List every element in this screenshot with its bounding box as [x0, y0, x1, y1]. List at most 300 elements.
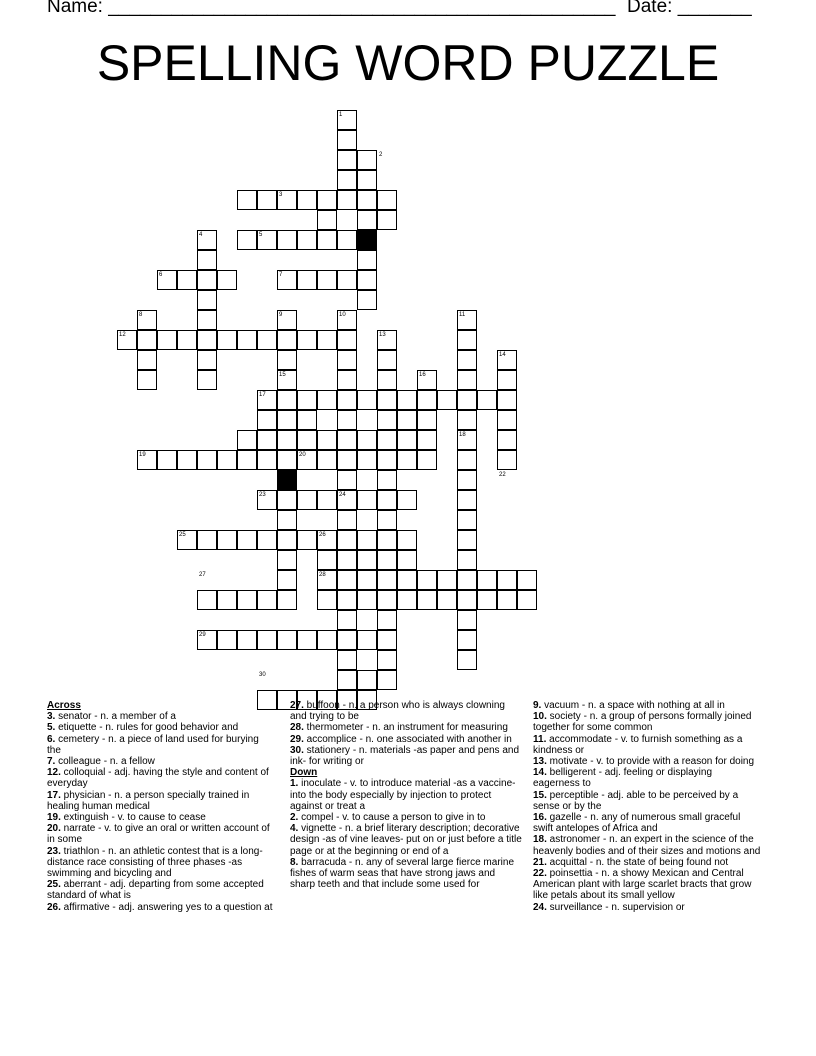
- grid-cell[interactable]: [357, 390, 377, 410]
- grid-cell[interactable]: [177, 450, 197, 470]
- grid-cell[interactable]: [317, 490, 337, 510]
- grid-cell[interactable]: [297, 270, 317, 290]
- grid-cell[interactable]: [357, 630, 377, 650]
- grid-cell[interactable]: [297, 190, 317, 210]
- grid-cell[interactable]: [337, 410, 357, 430]
- grid-cell[interactable]: [297, 530, 317, 550]
- clue-item-number: 7.: [47, 756, 56, 768]
- clue-item-number: 2.: [290, 812, 299, 824]
- grid-cell[interactable]: [237, 330, 257, 350]
- grid-cell[interactable]: [357, 150, 377, 170]
- clue-item-text: colloquial - adj. having the style and content of everyday: [47, 767, 269, 790]
- grid-cell[interactable]: [377, 450, 397, 470]
- clue-item-number: 22.: [533, 868, 547, 880]
- grid-cell[interactable]: [477, 590, 497, 610]
- clue-item-number: 13.: [533, 756, 547, 768]
- grid-block: [357, 230, 377, 250]
- grid-cell[interactable]: [237, 590, 257, 610]
- grid-cell[interactable]: [257, 530, 277, 550]
- clue-number: 22: [499, 472, 506, 478]
- grid-cell[interactable]: [337, 630, 357, 650]
- grid-cell[interactable]: [497, 390, 517, 410]
- grid-cell[interactable]: [277, 510, 297, 530]
- grid-cell[interactable]: [297, 490, 317, 510]
- clue-number: 24: [339, 492, 346, 498]
- grid-cell[interactable]: [197, 250, 217, 270]
- clue-number: 6: [159, 272, 163, 278]
- clue-item-number: 26.: [47, 901, 61, 913]
- grid-cell[interactable]: [257, 190, 277, 210]
- clue-item: [290, 745, 522, 767]
- clue-number: 16: [419, 372, 426, 378]
- grid-cell[interactable]: [217, 530, 237, 550]
- clue-item: [47, 902, 275, 913]
- clue-column-1: [47, 700, 275, 913]
- clue-item-number: 17.: [47, 789, 61, 801]
- clue-number: 2: [379, 152, 383, 158]
- grid-cell[interactable]: [477, 570, 497, 590]
- grid-cell[interactable]: [277, 450, 297, 470]
- grid-cell[interactable]: [337, 130, 357, 150]
- clue-item-text: accommodate - v. to furnish something as a kindness or: [533, 733, 743, 756]
- clue-number: 9: [279, 312, 283, 318]
- grid-cell[interactable]: [337, 470, 357, 490]
- grid-cell[interactable]: [457, 610, 477, 630]
- grid-cell[interactable]: [457, 550, 477, 570]
- clue-item-text: senator - n. a member of a: [55, 711, 176, 723]
- grid-cell[interactable]: [377, 570, 397, 590]
- grid-cell[interactable]: [337, 270, 357, 290]
- clue-number: 15: [279, 372, 286, 378]
- clue-item-number: 29.: [290, 733, 304, 745]
- clue-item: [533, 868, 761, 902]
- grid-cell[interactable]: [197, 310, 217, 330]
- clue-item-number: 12.: [47, 767, 61, 779]
- grid-cell[interactable]: [357, 170, 377, 190]
- grid-cell[interactable]: [377, 610, 397, 630]
- clue-item-number: 11.: [533, 733, 547, 745]
- clue-number: 26: [319, 532, 326, 538]
- grid-cell[interactable]: [217, 270, 237, 290]
- clue-item-number: 21.: [533, 856, 547, 868]
- clue-item-text: accomplice - n. one associated with another in: [303, 733, 512, 745]
- grid-cell[interactable]: [337, 610, 357, 630]
- grid-cell[interactable]: [197, 330, 217, 350]
- grid-cell[interactable]: [317, 270, 337, 290]
- grid-cell[interactable]: [417, 430, 437, 450]
- grid-cell[interactable]: [417, 410, 437, 430]
- grid-cell[interactable]: [337, 230, 357, 250]
- grid-cell[interactable]: [337, 350, 357, 370]
- grid-cell[interactable]: [257, 410, 277, 430]
- clue-item: [47, 767, 275, 789]
- grid-cell[interactable]: [317, 550, 337, 570]
- grid-cell[interactable]: [217, 630, 237, 650]
- clue-item: [47, 756, 275, 767]
- clue-number: 5: [259, 232, 263, 238]
- clue-item-number: 15.: [533, 789, 547, 801]
- clue-number: 3: [279, 192, 283, 198]
- clue-item: [533, 902, 761, 913]
- clue-number: 30: [259, 672, 266, 678]
- clue-number: 4: [199, 232, 203, 238]
- clue-item-number: 23.: [47, 845, 61, 857]
- clue-item-text: etiquette - n. rules for good behavior and: [55, 722, 239, 734]
- grid-cell[interactable]: [377, 430, 397, 450]
- grid-cell[interactable]: [497, 590, 517, 610]
- grid-cell[interactable]: [457, 530, 477, 550]
- clue-item-number: 14.: [533, 767, 547, 779]
- grid-cell[interactable]: [317, 210, 337, 230]
- clue-item: [290, 700, 522, 722]
- clue-item: [533, 700, 761, 711]
- grid-cell[interactable]: [457, 390, 477, 410]
- clue-item-number: 28.: [290, 722, 304, 734]
- clue-item: [533, 812, 761, 834]
- grid-cell[interactable]: [437, 570, 457, 590]
- grid-cell[interactable]: [277, 490, 297, 510]
- clue-column-2: [290, 700, 522, 890]
- grid-cell[interactable]: [317, 330, 337, 350]
- grid-cell[interactable]: [277, 410, 297, 430]
- clue-number: 11: [459, 312, 466, 318]
- clue-item-text: surveillance - n. supervision or: [546, 901, 685, 913]
- grid-cell[interactable]: [377, 550, 397, 570]
- grid-cell[interactable]: [317, 390, 337, 410]
- grid-cell[interactable]: [437, 590, 457, 610]
- grid-cell[interactable]: [497, 450, 517, 470]
- grid-cell[interactable]: [397, 590, 417, 610]
- grid-cell[interactable]: [377, 630, 397, 650]
- clue-number: 13: [379, 332, 386, 338]
- grid-cell[interactable]: [357, 190, 377, 210]
- clue-item-text: vignette - n. a brief literary description; decorative design -as of vine leaves- put on or just before a title page or at the beginning or end of a: [290, 823, 522, 857]
- grid-cell[interactable]: [237, 230, 257, 250]
- grid-cell[interactable]: [437, 390, 457, 410]
- clue-item: [47, 879, 275, 901]
- clue-item: [533, 734, 761, 756]
- clue-item: [47, 812, 275, 823]
- grid-cell[interactable]: [157, 450, 177, 470]
- grid-cell[interactable]: [357, 590, 377, 610]
- grid-cell[interactable]: [357, 490, 377, 510]
- grid-cell[interactable]: [217, 450, 237, 470]
- grid-cell[interactable]: [397, 450, 417, 470]
- grid-cell[interactable]: [197, 450, 217, 470]
- grid-cell[interactable]: [397, 530, 417, 550]
- grid-cell[interactable]: [197, 530, 217, 550]
- clue-item: [533, 834, 761, 856]
- grid-cell[interactable]: [337, 570, 357, 590]
- grid-cell[interactable]: [337, 150, 357, 170]
- grid-cell[interactable]: [137, 370, 157, 390]
- clue-item-number: 27.: [290, 700, 304, 711]
- clue-item-number: 24.: [533, 901, 547, 913]
- clue-item-text: astronomer - n. an expert in the science of the heavenly bodies and of their sizes and motions and: [533, 834, 761, 857]
- clue-number: 28: [319, 572, 326, 578]
- clue-item-text: buffoon - n. a person who is always clowning and trying to be: [290, 700, 505, 723]
- name-field-label: Name: ________________________________________________: [47, 0, 616, 17]
- grid-cell[interactable]: [337, 430, 357, 450]
- grid-cell[interactable]: [297, 430, 317, 450]
- clue-item: [47, 823, 275, 845]
- grid-cell[interactable]: [337, 190, 357, 210]
- clue-number: 10: [339, 312, 346, 318]
- grid-cell[interactable]: [277, 530, 297, 550]
- clue-item-text: stationery - n. materials -as paper and pens and ink- for writing or: [290, 744, 520, 768]
- clue-number: 8: [139, 312, 143, 318]
- grid-cell[interactable]: [417, 590, 437, 610]
- clue-item: [533, 790, 761, 812]
- grid-cell[interactable]: [237, 530, 257, 550]
- grid-cell[interactable]: [217, 330, 237, 350]
- grid-cell[interactable]: [337, 170, 357, 190]
- grid-cell[interactable]: [517, 570, 537, 590]
- clue-item: [533, 767, 761, 789]
- grid-cell[interactable]: [357, 550, 377, 570]
- grid-cell[interactable]: [517, 590, 537, 610]
- clue-item: [533, 857, 761, 868]
- grid-cell[interactable]: [357, 430, 377, 450]
- clue-item-number: 20.: [47, 823, 61, 835]
- grid-cell[interactable]: [237, 190, 257, 210]
- grid-cell[interactable]: [417, 570, 437, 590]
- clue-item: [533, 711, 761, 733]
- clue-item: [47, 790, 275, 812]
- clue-item-text: barracuda - n. any of several large fierce marine fishes of warm seas that have strong jaws and sharp teeth and that include some used for: [290, 856, 515, 891]
- grid-cell[interactable]: [457, 470, 477, 490]
- grid-cell[interactable]: [457, 630, 477, 650]
- grid-cell[interactable]: [317, 190, 337, 210]
- clue-item-number: 18.: [533, 834, 547, 846]
- clue-item-number: 16.: [533, 812, 547, 824]
- clue-item-text: thermometer - n. an instrument for measuring: [303, 722, 508, 734]
- grid-cell[interactable]: [337, 510, 357, 530]
- grid-cell[interactable]: [177, 270, 197, 290]
- clue-item-text: narrate - v. to give an oral or written account of in some: [47, 823, 270, 846]
- grid-cell[interactable]: [457, 450, 477, 470]
- grid-cell[interactable]: [297, 330, 317, 350]
- clue-item: [290, 722, 522, 733]
- grid-cell[interactable]: [317, 590, 337, 610]
- clue-item-text: perceptible - adj. able to be perceived by a sense or by the: [533, 789, 739, 812]
- clue-column-3: [533, 700, 761, 913]
- clue-item-number: 1.: [290, 778, 299, 790]
- grid-cell[interactable]: [377, 390, 397, 410]
- grid-cell[interactable]: [457, 350, 477, 370]
- grid-cell[interactable]: [277, 350, 297, 370]
- grid-cell[interactable]: [137, 330, 157, 350]
- grid-cell[interactable]: [497, 410, 517, 430]
- grid-cell[interactable]: [277, 230, 297, 250]
- date-field-label: Date: _______: [627, 0, 752, 17]
- grid-cell[interactable]: [377, 350, 397, 370]
- grid-cell[interactable]: [317, 450, 337, 470]
- clue-item-text: triathlon - n. an athletic contest that is a long-distance race consisting of three phases -as swimming and bicycling and: [47, 845, 263, 880]
- grid-cell[interactable]: [377, 210, 397, 230]
- clue-item-text: acquittal - n. the state of being found not: [546, 856, 729, 868]
- clue-item-text: affirmative - adj. answering yes to a question at: [60, 901, 273, 913]
- grid-cell[interactable]: [377, 510, 397, 530]
- grid-cell[interactable]: [497, 370, 517, 390]
- grid-cell[interactable]: [277, 630, 297, 650]
- grid-cell[interactable]: [297, 630, 317, 650]
- grid-cell[interactable]: [197, 590, 217, 610]
- clue-item-text: society - n. a group of persons formally joined together for some common: [533, 711, 752, 734]
- grid-cell[interactable]: [397, 430, 417, 450]
- grid-cell[interactable]: [277, 390, 297, 410]
- grid-cell[interactable]: [417, 450, 437, 470]
- grid-cell[interactable]: [337, 450, 357, 470]
- grid-cell[interactable]: [317, 230, 337, 250]
- clue-item-number: 9.: [533, 700, 542, 711]
- grid-cell[interactable]: [377, 470, 397, 490]
- grid-cell[interactable]: [237, 630, 257, 650]
- grid-cell[interactable]: [497, 430, 517, 450]
- clue-item: [290, 823, 522, 857]
- clue-number: 14: [499, 352, 506, 358]
- grid-cell[interactable]: [397, 390, 417, 410]
- grid-cell[interactable]: [457, 570, 477, 590]
- grid-cell[interactable]: [257, 330, 277, 350]
- clue-item-text: vacuum - n. a space with nothing at all in: [541, 700, 725, 711]
- grid-cell[interactable]: [397, 410, 417, 430]
- grid-cell[interactable]: [257, 450, 277, 470]
- grid-cell[interactable]: [477, 390, 497, 410]
- grid-cell[interactable]: [397, 490, 417, 510]
- grid-cell[interactable]: [457, 590, 477, 610]
- grid-cell[interactable]: [277, 570, 297, 590]
- grid-cell[interactable]: [177, 330, 197, 350]
- clue-number: 21: [279, 472, 286, 478]
- grid-cell[interactable]: [317, 430, 337, 450]
- grid-cell[interactable]: [337, 550, 357, 570]
- grid-cell[interactable]: [337, 590, 357, 610]
- grid-cell[interactable]: [317, 630, 337, 650]
- grid-cell[interactable]: [457, 490, 477, 510]
- grid-cell[interactable]: [497, 570, 517, 590]
- clue-item-text: colleague - n. a fellow: [55, 756, 155, 768]
- grid-cell[interactable]: [337, 530, 357, 550]
- clue-item-text: poinsettia - n. a showy Mexican and Central American plant with large scarlet bracts that grow like petals about its small yellow: [533, 868, 752, 902]
- clue-item-text: inoculate - v. to introduce material -as a vaccine- into the body especially by injection to protect against or treat a: [290, 778, 516, 812]
- grid-cell[interactable]: [337, 670, 357, 690]
- grid-cell[interactable]: [357, 450, 377, 470]
- clue-item: [47, 846, 275, 880]
- grid-cell[interactable]: [417, 390, 437, 410]
- grid-cell[interactable]: [337, 330, 357, 350]
- clue-item: [47, 722, 275, 733]
- clue-number: 27: [199, 572, 206, 578]
- grid-cell[interactable]: [277, 550, 297, 570]
- clue-number: 1: [339, 112, 343, 118]
- clue-item-text: extinguish - v. to cause to cease: [60, 812, 206, 824]
- grid-cell[interactable]: [297, 410, 317, 430]
- grid-cell[interactable]: [377, 590, 397, 610]
- clue-item-text: cemetery - n. a piece of land used for burying the: [47, 733, 259, 756]
- grid-cell[interactable]: [137, 350, 157, 370]
- clue-number: 18: [459, 432, 466, 438]
- grid-cell[interactable]: [457, 410, 477, 430]
- clue-item-text: physician - n. a person specially trained in healing human medical: [47, 789, 250, 812]
- grid-cell[interactable]: [377, 370, 397, 390]
- grid-cell[interactable]: [397, 570, 417, 590]
- clue-number: 25: [179, 532, 186, 538]
- grid-cell[interactable]: [457, 510, 477, 530]
- clue-item: [290, 812, 522, 823]
- grid-cell[interactable]: [377, 530, 397, 550]
- grid-cell[interactable]: [377, 190, 397, 210]
- grid-cell[interactable]: [377, 670, 397, 690]
- clue-item-text: compel - v. to cause a person to give in to: [298, 812, 486, 824]
- grid-cell[interactable]: [197, 270, 217, 290]
- grid-cell[interactable]: [297, 230, 317, 250]
- grid-cell[interactable]: [457, 370, 477, 390]
- grid-cell[interactable]: [357, 270, 377, 290]
- grid-cell[interactable]: [277, 330, 297, 350]
- clue-item-number: 3.: [47, 711, 56, 723]
- grid-cell[interactable]: [257, 430, 277, 450]
- clue-number: 20: [299, 452, 306, 458]
- grid-cell[interactable]: [397, 550, 417, 570]
- clue-section-heading: Down: [290, 767, 318, 779]
- clue-section-heading: Across: [47, 700, 81, 711]
- grid-cell[interactable]: [457, 330, 477, 350]
- grid-cell[interactable]: [277, 430, 297, 450]
- grid-cell[interactable]: [277, 590, 297, 610]
- clue-item-text: aberrant - adj. departing from some accepted standard of what is: [47, 879, 264, 902]
- grid-cell[interactable]: [377, 650, 397, 670]
- grid-cell[interactable]: [197, 350, 217, 370]
- grid-cell[interactable]: [237, 430, 257, 450]
- clue-number: 17: [259, 392, 266, 398]
- grid-cell[interactable]: [357, 570, 377, 590]
- grid-cell[interactable]: [357, 210, 377, 230]
- clue-item-number: 5.: [47, 722, 56, 734]
- page-title: SPELLING WORD PUZZLE: [96, 35, 720, 91]
- clue-item-number: 10.: [533, 711, 547, 723]
- grid-cell[interactable]: [337, 370, 357, 390]
- grid-cell[interactable]: [197, 370, 217, 390]
- grid-cell[interactable]: [337, 650, 357, 670]
- grid-cell[interactable]: [457, 650, 477, 670]
- grid-cell[interactable]: [357, 670, 377, 690]
- clue-item: [290, 857, 522, 891]
- grid-cell[interactable]: [357, 530, 377, 550]
- grid-cell[interactable]: [257, 630, 277, 650]
- clue-item-number: 8.: [290, 856, 299, 868]
- grid-cell[interactable]: [377, 410, 397, 430]
- grid-cell[interactable]: [237, 450, 257, 470]
- grid-cell[interactable]: [337, 390, 357, 410]
- grid-cell[interactable]: [357, 250, 377, 270]
- clue-item: [290, 734, 522, 745]
- clue-item: [290, 778, 522, 812]
- grid-cell[interactable]: [197, 290, 217, 310]
- clue-item-text: belligerent - adj. feeling or displaying eagerness to: [533, 767, 713, 790]
- grid-cell[interactable]: [377, 490, 397, 510]
- grid-cell[interactable]: [257, 590, 277, 610]
- grid-cell[interactable]: [157, 330, 177, 350]
- grid-cell[interactable]: [297, 390, 317, 410]
- clue-number: 12: [119, 332, 126, 338]
- clue-item: [47, 711, 275, 722]
- grid-cell[interactable]: [217, 590, 237, 610]
- clue-item-text: motivate - v. to provide with a reason for doing: [546, 756, 755, 768]
- grid-cell[interactable]: [357, 290, 377, 310]
- clue-item: [533, 756, 761, 767]
- clue-item: [47, 734, 275, 756]
